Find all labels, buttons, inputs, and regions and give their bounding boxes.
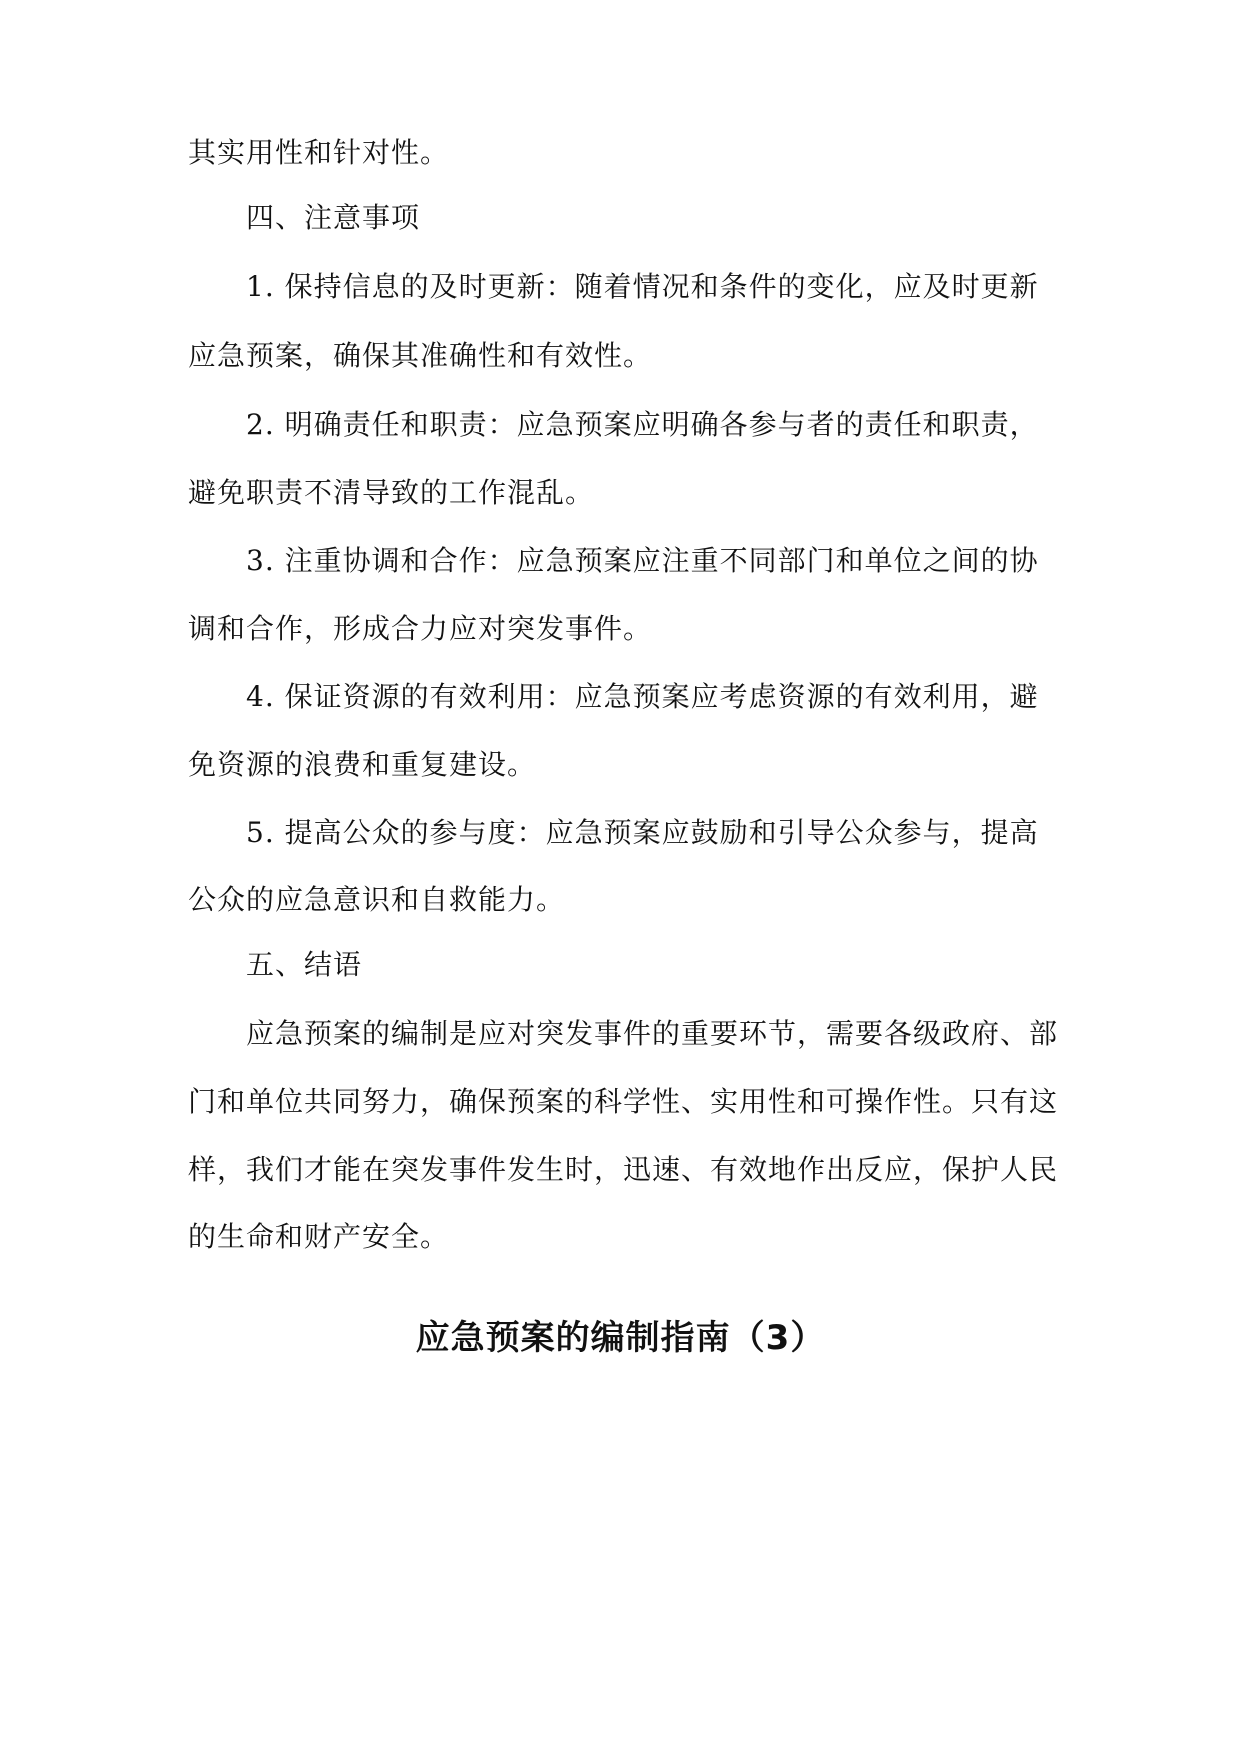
- paragraph-line: 3. 注重协调和合作：应急预案应注重不同部门和单位之间的协: [246, 544, 1039, 577]
- paragraph-line: 1. 保持信息的及时更新：随着情况和条件的变化，应及时更新: [246, 270, 1039, 303]
- section-heading-notes: 四、注意事项: [246, 201, 421, 234]
- paragraph-line: 5. 提高公众的参与度：应急预案应鼓励和引导公众参与，提高: [246, 816, 1039, 849]
- paragraph-line: 应急预案，确保其准确性和有效性。: [188, 339, 653, 372]
- paragraph-line: 4. 保证资源的有效利用：应急预案应考虑资源的有效利用，避: [246, 680, 1039, 713]
- paragraph-line: 免资源的浪费和重复建设。: [188, 748, 537, 781]
- paragraph-line: 避免职责不清导致的工作混乱。: [188, 476, 595, 509]
- paragraph-line: 公众的应急意识和自救能力。: [188, 883, 566, 916]
- paragraph-line: 样，我们才能在突发事件发生时，迅速、有效地作出反应，保护人民: [188, 1153, 1059, 1186]
- paragraph-line: 2. 明确责任和职责：应急预案应明确各参与者的责任和职责，: [246, 408, 1039, 441]
- paragraph-line: 其实用性和针对性。: [188, 136, 450, 169]
- paragraph-line: 门和单位共同努力，确保预案的科学性、实用性和可操作性。只有这: [188, 1085, 1059, 1118]
- paragraph-line: 调和合作，形成合力应对突发事件。: [188, 612, 653, 645]
- section-heading-conclusion: 五、结语: [246, 948, 363, 981]
- next-section-title: 应急预案的编制指南（3）: [415, 1318, 826, 1358]
- paragraph-line: 的生命和财产安全。: [188, 1220, 450, 1253]
- paragraph-line: 应急预案的编制是应对突发事件的重要环节，需要各级政府、部: [246, 1017, 1059, 1050]
